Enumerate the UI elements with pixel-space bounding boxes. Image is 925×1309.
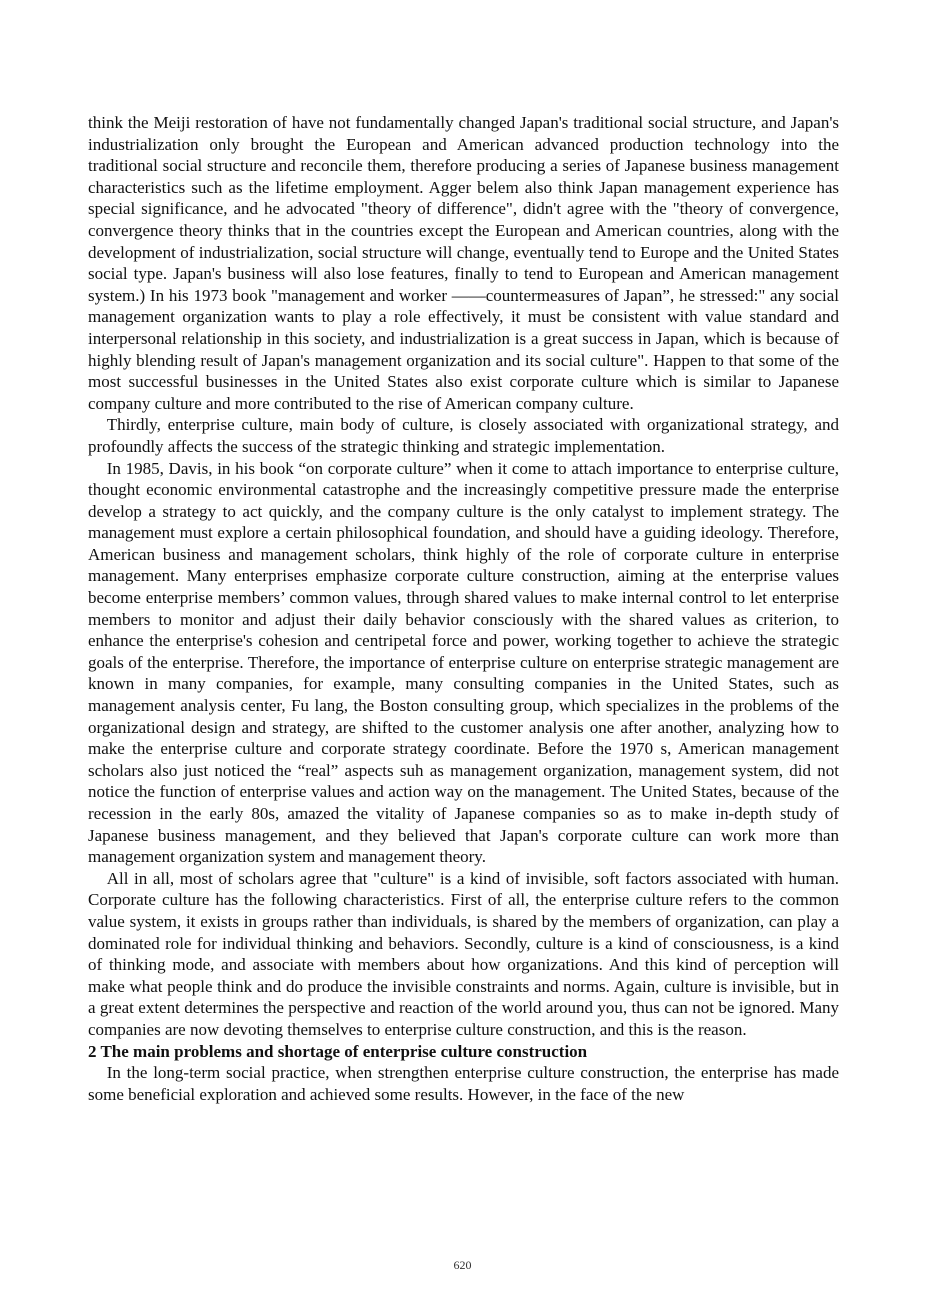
page-number: 620 [453,1258,472,1272]
paragraph-long-term-practice: In the long-term social practice, when strengthen enterprise culture construction, the enterprise has made some beneficial exploration and achieved some results. However, in the face of the new [88,1063,839,1104]
paragraph-davis-1985: In 1985, Davis, in his book “on corporate culture” when it come to attach importance to enterprise culture, thought economic environmental catastrophe and the increasingly competitive pressure made the enterprise develop a strategy to act quickly, and the company culture is the only catalyst to implement strategy. The management must explore a certain philosophical foundation, and should have a guiding ideology. Therefore, American business and management scholars, think highly of the role of corporate culture in enterprise management. Many enterprises emphasize corporate culture construction, aiming at the enterprise values become enterprise members’ common values, through shared values to make internal control to let enterprise members to monitor and adjust their daily behavior consciously with the shared values as criterion, to enhance the enterprise's cohesion and centripetal force and power, working together to achieve the strategic goals of the enterprise. Therefore, the importance of enterprise culture on enterprise strategic management are known in many companies, for example, many consulting companies in the United States, such as management analysis center, Fu lang, the Boston consulting group, which specializes in the problems of the organizational design and strategy, are shifted to the customer analysis one after another, analyzing how to make the enterprise culture and corporate strategy coordinate. Before the 1970 s, American management scholars also just noticed the “real” aspects suh as management organization, management system, did not notice the function of enterprise values and action way on the management. The United States, because of the recession in the early 80s, amazed the vitality of Japanese companies so as to make in-depth study of Japanese business management, and they believed that Japan's corporate culture can work more than management organization system and management theory. [88,458,839,867]
paragraph-meiji-restoration: think the Meiji restoration of have not fundamentally changed Japan's traditional social structure, and Japan's industrialization only brought the European and American advanced production technology into the traditional social structure and reconcile them, therefore producing a series of Japanese business management characteristics such as the lifetime employment. Agger belem also think Japan management experience has special significance, and he advocated "theory of difference", didn't agree with the "theory of convergence, convergence theory thinks that in the countries except the European and American countries, along with the development of industrialization, social structure will change, eventually tend to Europe and the United States social type. Japan's business will also lose features, finally to tend to European and American management system.) In his 1973 book "management and worker ——countermeasures of Japan”, he stressed:" any social management organization wants to play a role effectively, it must be consistent with value standard and interpersonal relationship in this society, and industrialization is a great success in Japan, which is because of highly blending result of Japan's management organization and its social culture". Happen to that some of the most successful businesses in the United States also exist corporate culture which is similar to Japanese company culture and more contributed to the rise of American company culture. [88,113,839,413]
paragraph-thirdly: Thirdly, enterprise culture, main body of culture, is closely associated with organizational strategy, and profoundly affects the success of the strategic thinking and strategic implementation. [88,415,839,456]
section-heading: 2 The main problems and shortage of enterprise culture construction [88,1041,588,1061]
paragraph-all-in-all: All in all, most of scholars agree that "culture" is a kind of invisible, soft factors associated with human. Corporate culture has the following characteristics. First of all, the enterprise culture refers to the common value system, it exists in groups rather than individuals, is shared by the members of organization, can play a dominated role for individual thinking and behaviors. Secondly, culture is a kind of consciousness, is a kind of thinking mode, and associate with members about how organizations. And this kind of perception will make what people think and do produce the invisible constraints and norms. Again, culture is invisible, but in a great extent determines the perspective and reaction of the world around you, thus can not be ignored. Many companies are now devoting themselves to enterprise culture construction, and this is the reason. [88,868,839,1039]
paper-body [88,112,839,1105]
